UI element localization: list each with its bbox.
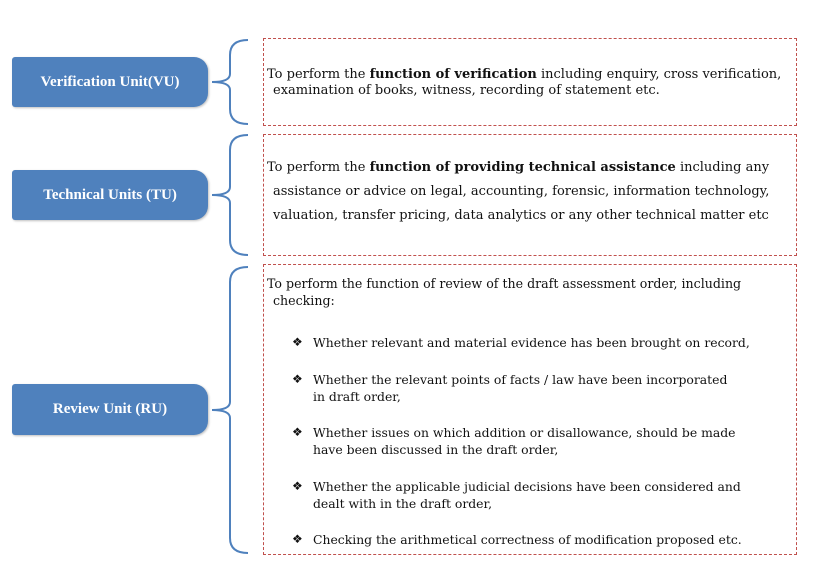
brace-ru [212,267,248,553]
list-item: Whether the relevant points of facts / law have been incorporated in draft order, [313,372,728,404]
list-item: Whether relevant and material evidence has been brought on record, [313,335,750,350]
unit-review [12,384,208,435]
description-technical [263,134,797,256]
bullet-icon: ❖ [292,532,303,546]
ru-intro-line-2: checking: [273,293,335,308]
brace-vu [212,40,248,124]
unit-verification-label: Verification Unit(VU) [40,73,180,90]
unit-technical-label: Technical Units (TU) [43,186,177,203]
bullet-icon: ❖ [292,425,303,439]
tu-line-2: assistance or advice on legal, accounting, forensic, information technology, [273,184,770,199]
brace-tu [212,135,248,255]
ru-intro-line-1: To perform the function of review of the draft assessment order, including [267,276,742,291]
tu-line-3: valuation, transfer pricing, data analytics or any other technical matter etc [273,208,769,223]
bullet-icon: ❖ [292,479,303,493]
unit-review-label: Review Unit (RU) [52,401,168,417]
vu-line-1: To perform the function of verification including enquiry, cross verification, [267,67,782,82]
bullet-icon: ❖ [292,335,303,349]
list-item: Checking the arithmetical correctness of modification proposed etc. [313,532,742,547]
bullet-icon: ❖ [292,372,303,386]
unit-technical [12,170,208,220]
vu-line-2: examination of books, witness, recording of statement etc. [273,83,660,98]
unit-verification [12,57,208,107]
description-verification [263,38,797,126]
list-item: Whether the applicable judicial decisions have been considered and dealt with in the draft order, [313,479,741,511]
list-item: Whether issues on which addition or disallowance, should be made have been discussed in the draft order, [313,425,736,457]
tu-line-1: To perform the function of providing technical assistance including any [267,160,770,175]
description-review [263,264,797,555]
